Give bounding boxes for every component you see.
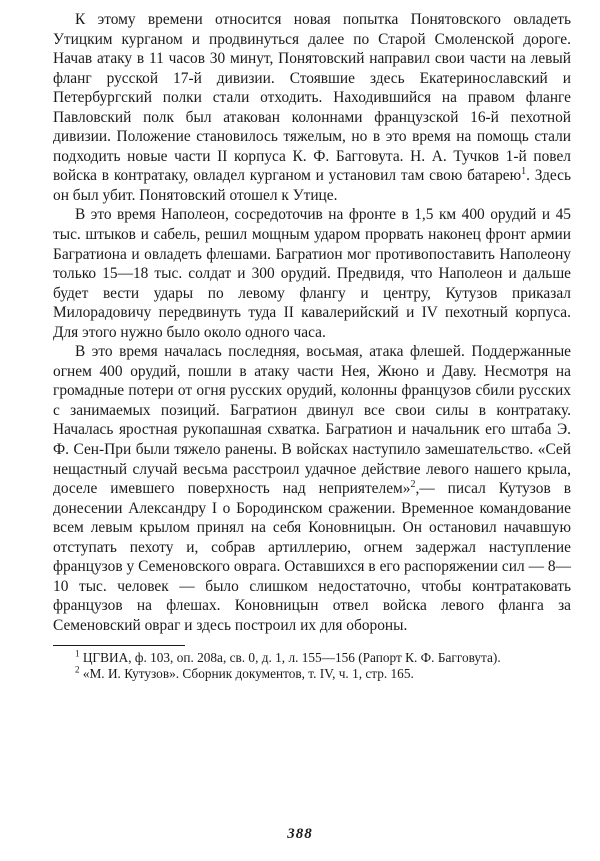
footnote-1 [53,650,571,666]
paragraph-1-text: К этому времени относится новая попытка Понятовского овладеть Утицким курганом и продвинуться далее по Старой Смоленской дороге. Начав атаку в 11 часов 30 минут, Понятовский направил свои части на левый фланг русской 17-й дивизии. Стоявшие здесь Екатеринославский и Петербургский полки стали отходить. Находившийся на правом фланге Павловский полк был атакован колоннами французской 16-й пехотной дивизии. Положение становилось тяжелым, но в это время на помощь стали подходить новые части II корпуса К. Ф. Багговута. Н. А. Тучков 1-й повел войска в контратаку, овладел курганом и установил там свою батарею [53,11,571,185]
footnote-2-text: «М. И. Кутузов». Сборник документов, т. IV, ч. 1, стр. 165. [79,665,414,681]
footnote-1-number: 1 [75,648,80,659]
paragraph-3-text-continued: ,— писал Кутузов в донесении Александру I о Бородинском сражении. Временное командование всем левым крылом принял на себя Коновницын. Он остановил начавшую отступать пехоту и, собрав артиллерию, огнем задержал наступление французов у Семеновского оврага. Оставшихся в его распоряжении сил — 8—10 тыс. человек — было слишком недостаточно, чтобы контратаковать французов на флешах. Коновницын отвел войска левого фланга за Семеновский овраг и здесь построил их для обороны. [53,480,571,634]
footnote-2-number: 2 [75,664,80,675]
main-text [53,10,571,636]
footnote-reference-1: 1 [521,166,527,178]
paragraph-3 [53,342,571,635]
paragraph-1-text-continued: . Здесь он был убит. Понятовский отошел к Утице. [53,167,571,204]
footnotes [53,650,571,682]
page-number: 388 [287,826,313,842]
paragraph-1 [53,10,571,205]
footnote-divider [53,645,185,646]
footnote-1-text: ЦГВИА, ф. 103, оп. 208а, св. 0, д. 1, л. 155—156 (Рапорт К. Ф. Багговута). [79,649,501,665]
footnote-2 [53,666,571,682]
footnote-reference-2: 2 [410,479,416,490]
paragraph-2: В это время Наполеон, сосредоточив на фронте в 1,5 км 400 орудий и 45 тыс. штыков и сабель, решил мощным ударом прорвать наконец фронт армии Багратиона и овладеть флешами. Багратион мог противопоставить Наполеону только 15—18 тыс. солдат и 300 орудий. Предвидя, что Наполеон и дальше будет вести удары по левому флангу и центру, Кутузов приказал Милорадовичу передвинуть туда II кавалерийский и IV пехотный корпуса. Для этого нужно было около одного часа. [53,206,571,341]
paragraph-3-text: В это время началась последняя, восьмая, атака флешей. Поддержанные огнем 400 орудий, пошли в атаку части Нея, Жюно и Даву. Несмотря на громадные потери от огня русских орудий, колонны французов сбили русских с занимаемых позиций. Багратион двинул все свои силы в контратаку. Началась яростная рукопашная схватка. Багратион и начальник его штаба Э. Ф. Сен-При были тяжело ранены. В войсках наступило замешательство. «Сей нещастный случай весьма расстроил удачное действие левого нашего крыла, доселе имевшего поверхность над неприятелем» [53,343,571,498]
